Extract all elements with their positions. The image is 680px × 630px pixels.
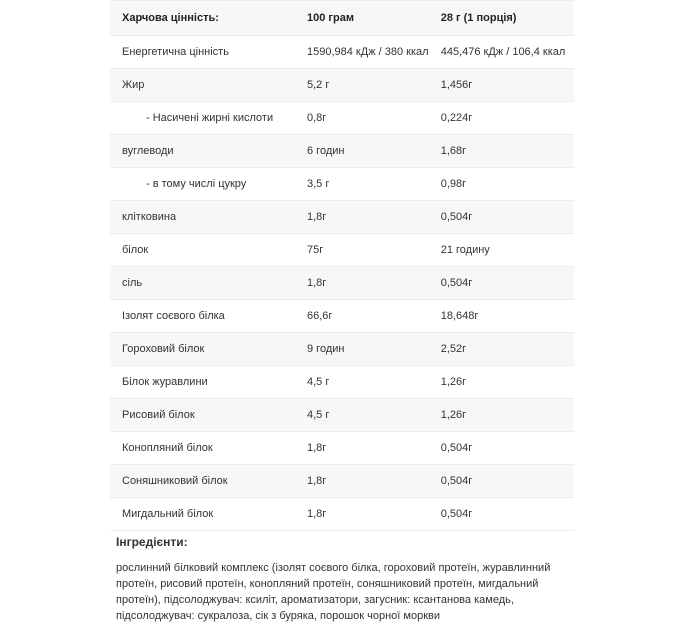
row-per-portion: 1,68г (440, 145, 467, 157)
row-per-100g: 0,8г (307, 112, 327, 124)
row-per-100g: 1590,984 кДж / 380 ккал (307, 46, 429, 58)
row-per-100g: 1,8г (307, 475, 327, 487)
row-per-100g: 1,8г (307, 508, 327, 520)
row-name: Білок журавлини (122, 376, 208, 388)
table-row (110, 465, 574, 498)
row-per-100g: 66,6г (307, 310, 333, 322)
row-per-100g: 1,8г (307, 442, 327, 454)
row-per-portion: 18,648г (440, 310, 479, 322)
row-per-portion: 2,52г (440, 343, 467, 355)
table-row (110, 69, 574, 102)
row-per-portion: 1,26г (440, 376, 467, 388)
row-name: сіль (122, 277, 143, 289)
table-row (110, 36, 574, 69)
row-name: - в тому числі цукру (146, 178, 247, 190)
row-name: клітковина (122, 211, 177, 223)
row-per-100g: 3,5 г (307, 178, 330, 190)
table-header-row (110, 1, 574, 36)
row-name: Конопляний білок (122, 442, 213, 454)
row-per-portion: 0,98г (440, 178, 467, 190)
ingredients-text: рослинний білковий комплекс (ізолят соєвого білка, гороховий протеїн, журавлинний протеїн, рисовий протеїн, конопляний протеїн, соняшниковий протеїн, мигдальний протеїн), підсолоджувач: ксиліт, ароматизатори, загусник: ксантанова камедь, підсолоджувач: сукралоза, сік з буряка, порошок чорної моркви (116, 562, 551, 622)
table-row (110, 399, 574, 432)
table-row (110, 201, 574, 234)
row-per-portion: 0,504г (440, 211, 473, 223)
row-per-portion: 21 годину (440, 244, 490, 256)
row-per-portion: 445,476 кДж / 106,4 ккал (440, 46, 566, 58)
row-per-portion: 1,456г (440, 79, 473, 91)
row-per-100g: 9 годин (307, 343, 345, 355)
row-per-100g: 6 годин (307, 145, 345, 157)
row-per-100g: 1,8г (307, 211, 327, 223)
row-per-portion: 0,504г (440, 442, 473, 454)
row-name: Соняшниковий білок (122, 475, 228, 487)
table-row (110, 234, 574, 267)
header-per-portion: 28 г (1 порція) (440, 12, 517, 24)
row-name: білок (122, 244, 149, 256)
ingredients-title: Інгредієнти: (116, 535, 188, 549)
table-row (110, 267, 574, 300)
row-name: Гороховий білок (122, 343, 205, 355)
row-per-100g: 4,5 г (307, 376, 330, 388)
row-per-100g: 4,5 г (307, 409, 330, 421)
header-per-100g: 100 грам (307, 12, 354, 24)
table-row (110, 300, 574, 333)
row-name: Ізолят соєвого білка (122, 310, 225, 322)
table-row (110, 135, 574, 168)
row-per-portion: 0,224г (440, 112, 473, 124)
row-per-portion: 0,504г (440, 277, 473, 289)
row-name: Рисовий білок (122, 409, 195, 421)
table-row (110, 168, 574, 201)
table-row (110, 333, 574, 366)
table-row (110, 432, 574, 465)
row-name: - Насичені жирні кислоти (146, 112, 274, 124)
table-row (110, 498, 574, 531)
row-name: Енергетична цінність (122, 46, 229, 58)
row-per-100g: 75г (307, 244, 324, 256)
row-name: вуглеводи (122, 145, 174, 157)
nutrition-table (110, 0, 574, 531)
row-name: Мигдальний білок (122, 508, 214, 520)
row-per-portion: 0,504г (440, 475, 473, 487)
row-per-portion: 0,504г (440, 508, 473, 520)
row-per-100g: 5,2 г (307, 79, 330, 91)
table-row (110, 102, 574, 135)
row-per-portion: 1,26г (440, 409, 467, 421)
table-row (110, 366, 574, 399)
row-name: Жир (122, 79, 145, 91)
header-nutrition-value: Харчова цінність: (122, 12, 219, 24)
row-per-100g: 1,8г (307, 277, 327, 289)
